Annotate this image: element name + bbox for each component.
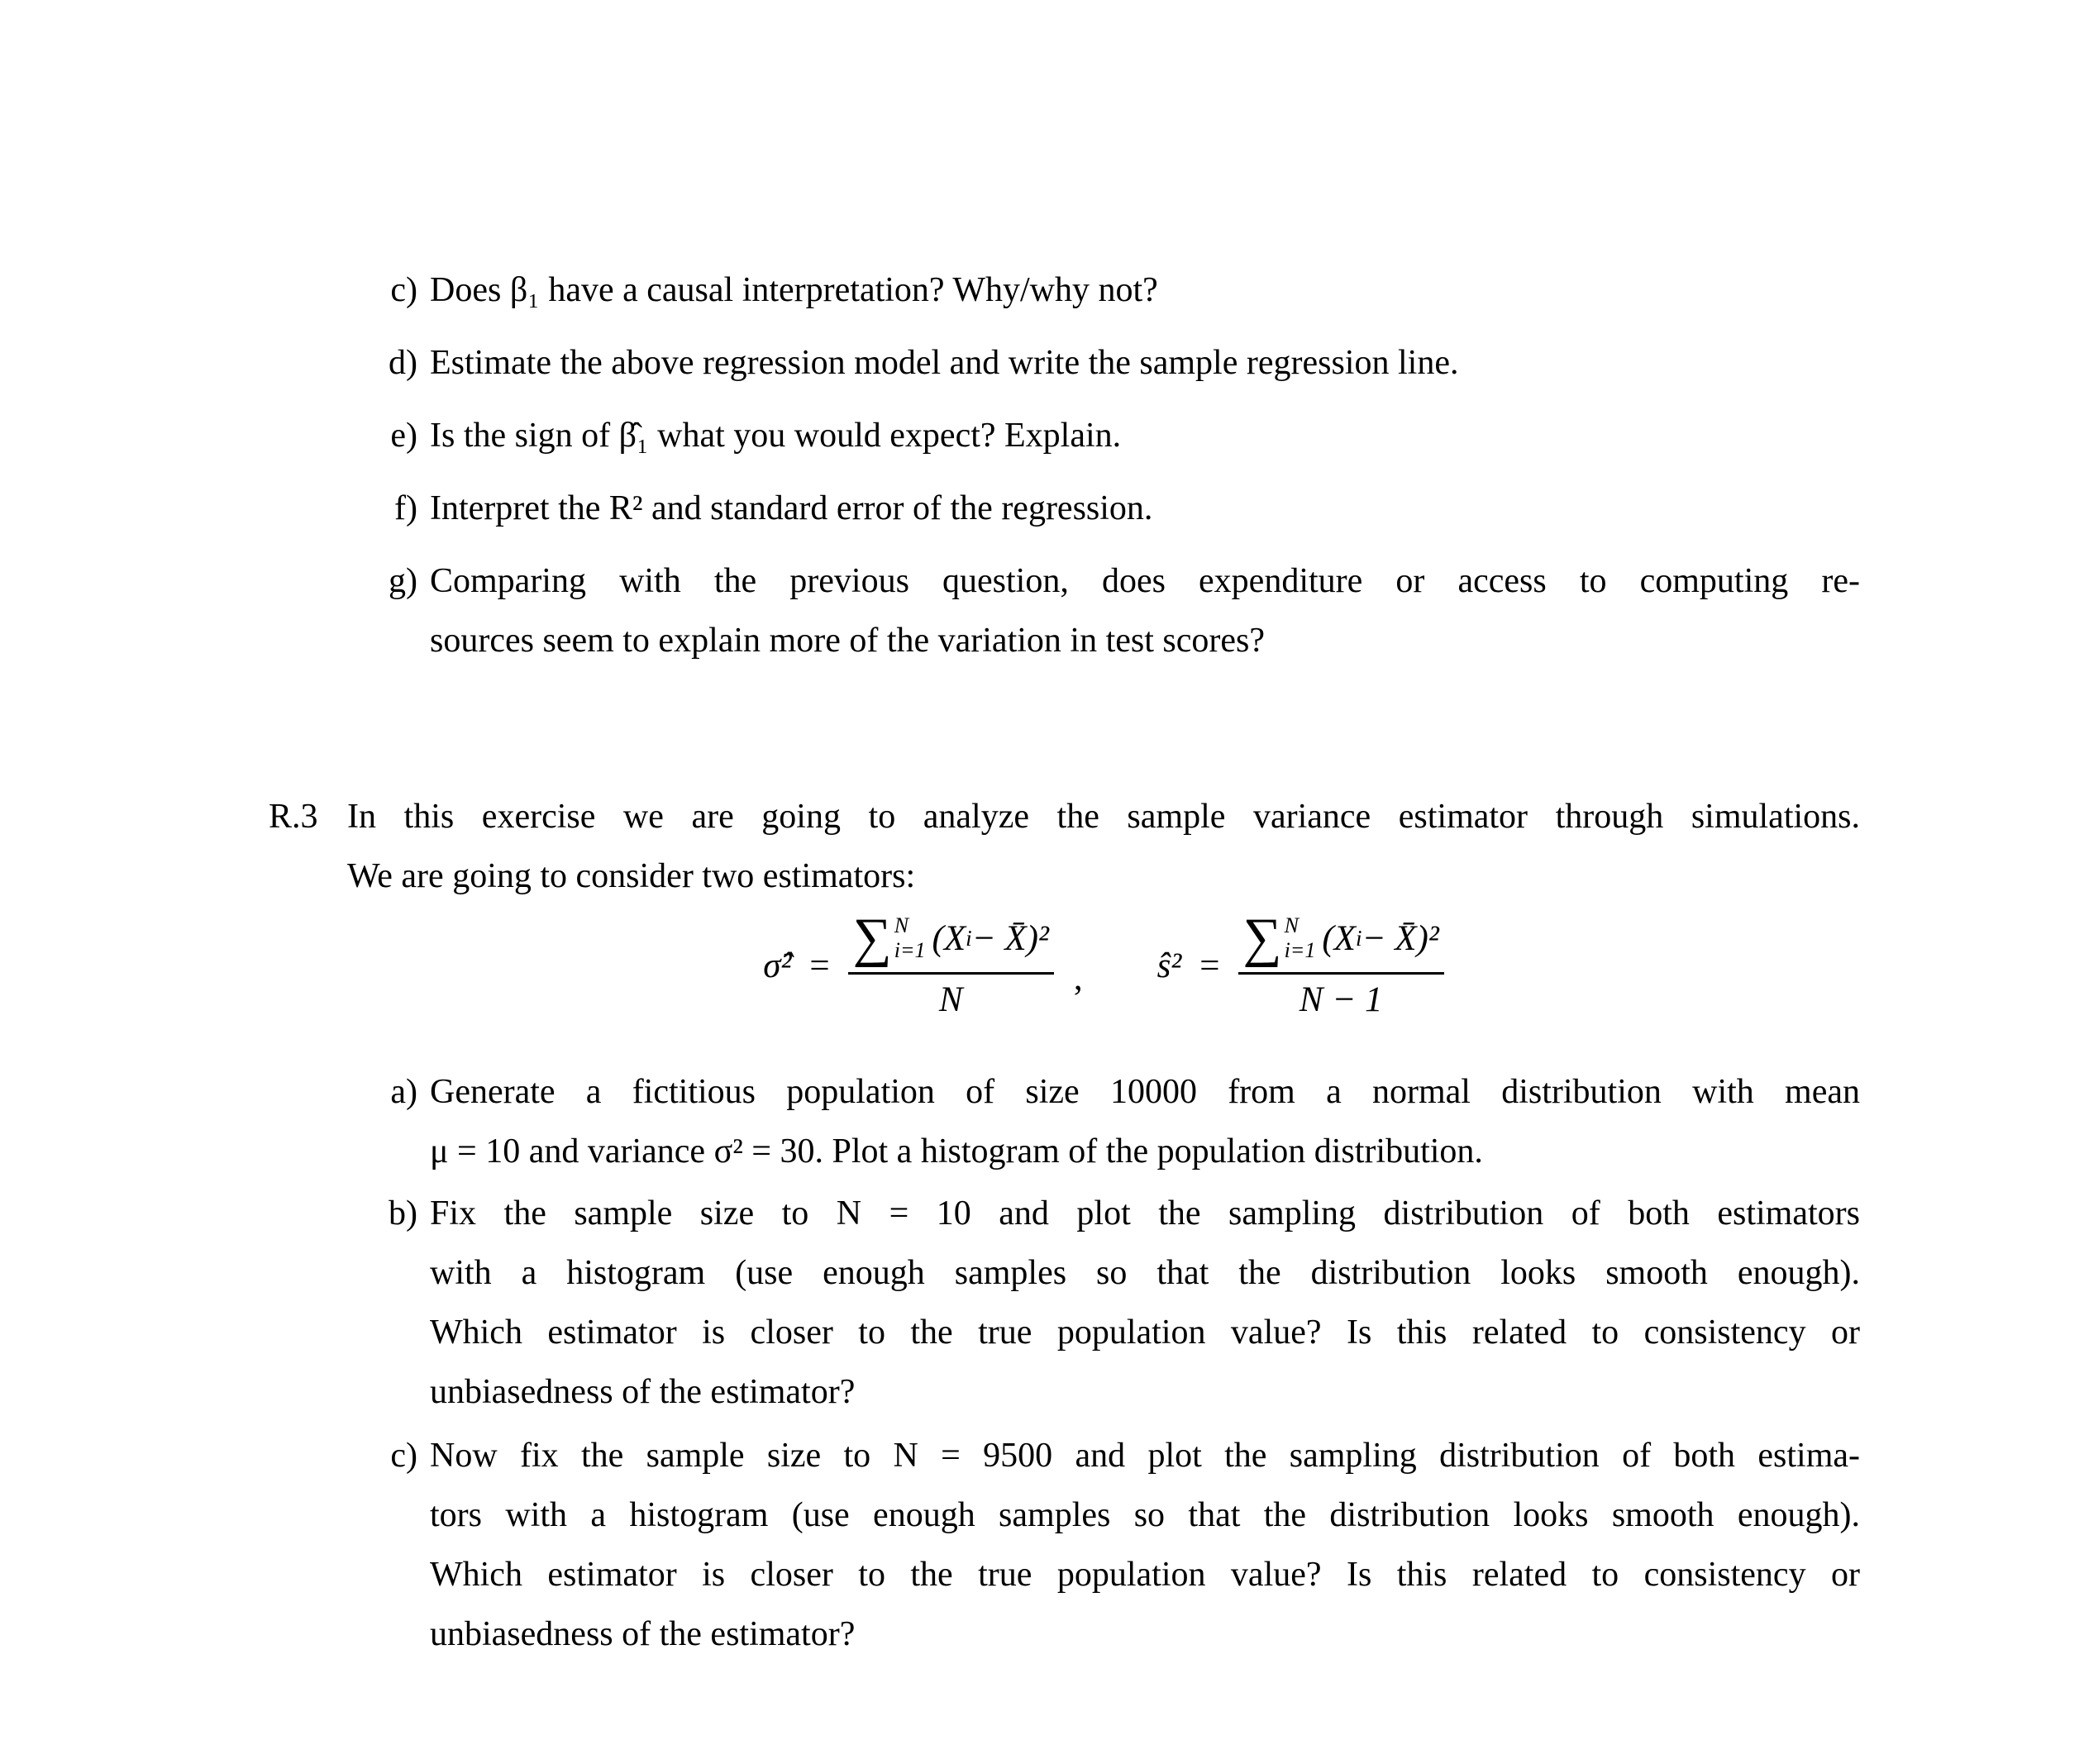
exercise-r3-intro xyxy=(347,787,1860,906)
summation-lower-limit: i=1 xyxy=(1284,938,1316,962)
s-hat-estimator xyxy=(1156,908,1444,1020)
r3-item-b-text xyxy=(430,1184,1860,1422)
fraction-numerator xyxy=(848,908,1054,975)
summation-limits xyxy=(1285,913,1316,963)
question-item-c-text xyxy=(430,260,1860,320)
text-line: Fix the sample size to N = 10 and plot the sampling distribution of both estimators xyxy=(430,1194,1860,1232)
text-line: tors with a histogram (use enough samples so that the distribution looks smooth enough). xyxy=(430,1496,1860,1534)
summation-limits xyxy=(894,913,926,963)
text-line: Now fix the sample size to N = 9500 and plot the sampling distribution of both estima- xyxy=(430,1437,1860,1475)
question-item-d-label: d) xyxy=(389,344,417,382)
r3-item-b-label: b) xyxy=(389,1194,417,1232)
text-line: Comparing with the previous question, does expenditure or access to computing re- xyxy=(430,562,1860,600)
numerator-open: (X xyxy=(1322,918,1356,958)
s-hat-squared: ŝ² xyxy=(1156,946,1182,985)
sigma-hat-squared: σ̂² xyxy=(763,946,792,985)
text-line: Is the sign of β̂₁ what you would expect? Explain. xyxy=(430,417,1122,455)
r3-item-a-label: a) xyxy=(390,1073,417,1111)
text-line: Generate a fictitious population of size 10000 from a normal distribution with mean xyxy=(430,1073,1860,1111)
comma-separator: , xyxy=(1073,959,1083,998)
fraction-numerator xyxy=(1238,908,1444,975)
numerator-rest: − X̄)² xyxy=(971,918,1049,958)
text-line: Which estimator is closer to the true population value? Is this related to consistency or xyxy=(430,1556,1860,1594)
numerator-rest: − X̄)² xyxy=(1362,918,1439,958)
r3-item-a-text xyxy=(430,1062,1860,1181)
text-line: unbiasedness of the estimator? xyxy=(430,1615,856,1653)
question-item-g-label: g) xyxy=(389,562,417,600)
index-subscript: i xyxy=(1355,925,1362,951)
text-line: unbiasedness of the estimator? xyxy=(430,1373,856,1411)
question-item-e-text xyxy=(430,406,1860,465)
summation-lower-limit: i=1 xyxy=(894,938,926,962)
text-line: sources seem to explain more of the variation in test scores? xyxy=(430,622,1266,660)
fraction-denominator: N xyxy=(938,980,963,1019)
question-item-g-text xyxy=(430,551,1860,670)
text-line: In this exercise we are going to analyze the sample variance estimator through simulations. xyxy=(347,798,1860,836)
text-line: We are going to consider two estimators: xyxy=(347,857,916,895)
text-line: μ = 10 and variance σ² = 30. Plot a histogram of the population distribution. xyxy=(430,1132,1483,1170)
question-item-d-text xyxy=(430,333,1860,393)
summation-upper-limit: N xyxy=(894,913,909,937)
numerator-open: (X xyxy=(932,918,966,958)
variance-estimators-equation xyxy=(347,908,1860,1020)
r3-item-c-label: c) xyxy=(390,1437,417,1475)
index-subscript: i xyxy=(966,925,972,951)
fraction xyxy=(848,908,1054,1020)
question-item-e-label: e) xyxy=(390,417,417,455)
r3-item-c-text xyxy=(430,1426,1860,1664)
summation-icon: ∑ xyxy=(852,908,892,968)
text-line: with a histogram (use enough samples so that the distribution looks smooth enough). xyxy=(430,1254,1860,1292)
question-item-c-label: c) xyxy=(390,271,417,309)
text-line: Estimate the above regression model and write the sample regression line. xyxy=(430,344,1459,382)
text-line: Which estimator is closer to the true population value? Is this related to consistency or xyxy=(430,1313,1860,1352)
equals-sign: = xyxy=(809,946,830,985)
equals-sign: = xyxy=(1199,946,1220,985)
question-item-f-label: f) xyxy=(394,489,417,527)
fraction xyxy=(1238,908,1444,1020)
sigma-hat-estimator xyxy=(763,908,1083,1020)
summation-icon: ∑ xyxy=(1242,908,1282,968)
text-line: Interpret the R² and standard error of the regression. xyxy=(430,489,1153,527)
question-item-f-text xyxy=(430,479,1860,538)
text-line: Does β₁ have a causal interpretation? Why/why not? xyxy=(430,271,1158,309)
fraction-denominator: N − 1 xyxy=(1299,980,1383,1019)
summation-upper-limit: N xyxy=(1284,913,1299,937)
exercise-r3-label: R.3 xyxy=(269,798,318,836)
